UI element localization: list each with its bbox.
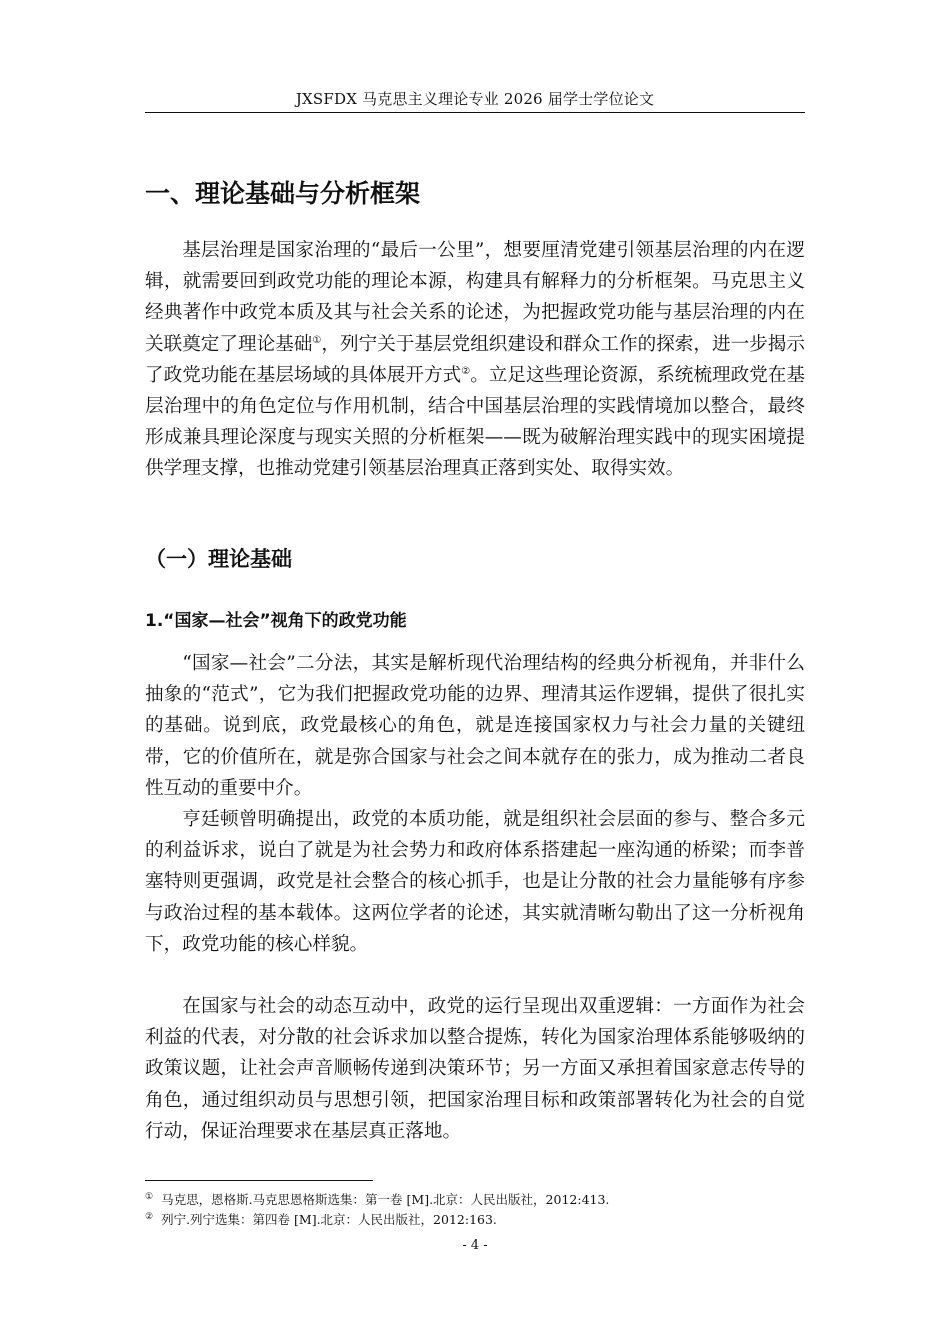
footnote-ref-2[interactable]: ②	[461, 365, 471, 377]
footnote-text: 列宁.列宁选集：第四卷 [M].北京：人民出版社，2012:163.	[161, 1212, 497, 1227]
intro-text-part1: 基层治理是国家治理的“最后一公里”，想要厘清党建引领基层治理的内在逻辑，就需要回到政党功能的理论本源，构建具有解释力的分析框架。马克思主义经典著作中政党本质及其与社会关系的论述，为把握政党功能与基层治理的内在关联奠定了理论基础	[145, 240, 805, 355]
footnote	[145, 1192, 805, 1208]
section-intro-paragraph	[145, 235, 805, 485]
intro-text-part3: 。立足这些理论资源，系统梳理政党在基层治理中的角色定位与作用机制，结合中国基层治理的实践情境加以整合，最终形成兼具理论深度与现实关照的分析框架——既为破解治理实践中的现实困境提供学理支撑，也推动党建引领基层治理真正落到实处、取得实效。	[145, 364, 805, 480]
footnote-mark: ②	[145, 1211, 154, 1222]
footnote-separator	[145, 1180, 373, 1181]
footnote-ref-1[interactable]: ①	[312, 334, 322, 346]
page-number: - 4 -	[462, 1238, 488, 1253]
footnote-mark: ①	[145, 1191, 154, 1202]
intro-text-part2: ，列宁关于基层党组织建设和群众工作的探索，进一步揭示了政党功能在基层场域的具体展开方式	[145, 333, 805, 386]
section-heading: 一、理论基础与分析框架	[145, 179, 421, 208]
header-rule	[145, 112, 805, 113]
body-paragraph: 亨廷顿曾明确提出，政党的本质功能，就是组织社会层面的参与、整合多元的利益诉求，说白了就是为社会势力和政府体系搭建起一座沟通的桥梁；而李普塞特则更强调，政党是社会整合的核心抓手，也是让分散的社会力量能够有序参与政治过程的基本载体。这两位学者的论述，其实就清晰勾勒出了这一分析视角下，政党功能的核心样貌。	[145, 809, 805, 955]
body-paragraph: 在国家与社会的动态互动中，政党的运行呈现出双重逻辑：一方面作为社会利益的代表，对分散的社会诉求加以整合提炼，转化为国家治理体系能够吸纳的政策议题，让社会声音顺畅传递到决策环节；另一方面又承担着国家意志传导的角色，通过组织动员与思想引领，把国家治理目标和政策部署转化为社会的自觉行动，保证治理要求在基层真正落地。	[145, 996, 805, 1142]
footnote	[145, 1212, 805, 1228]
footnote-text: 马克思，恩格斯.马克思恩格斯选集：第一卷 [M].北京：人民出版社，2012:413.	[161, 1192, 610, 1207]
subsubsection-heading: 1.“国家—社会”视角下的政党功能	[145, 611, 407, 631]
subsection-heading: （一）理论基础	[145, 547, 292, 571]
body-paragraph: “国家—社会”二分法，其实是解析现代治理结构的经典分析视角，并非什么抽象的“范式”，它为我们把握政党功能的边界、理清其运作逻辑，提供了很扎实的基础。说到底，政党最核心的角色，就是连接国家权力与社会力量的关键纽带，它的价值所在，就是弥合国家与社会之间本就存在的张力，成为推动二者良性互动的重要中介。	[145, 653, 805, 799]
running-header: JXSFDX 马克思主义理论专业 2026 届学士学位论文	[295, 90, 655, 108]
